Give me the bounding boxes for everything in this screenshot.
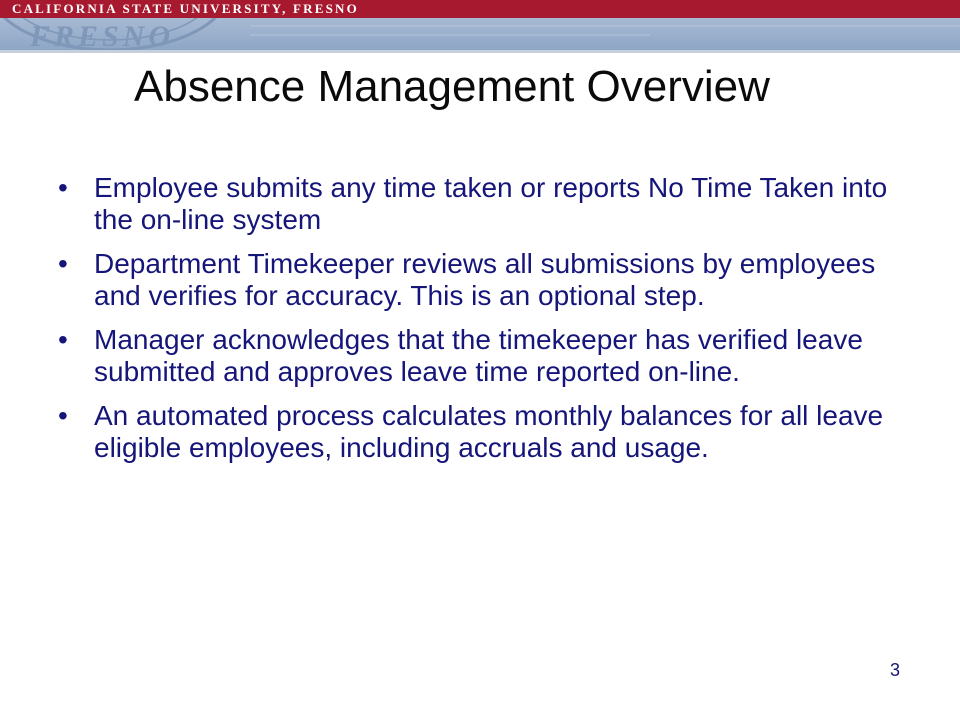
header-band	[0, 18, 960, 50]
bullet-text: Employee submits any time taken or reports No Time Taken into the on-line system	[94, 172, 888, 235]
bullet-text: An automated process calculates monthly balances for all leave eligible employees, including accruals and usage.	[94, 400, 884, 463]
bullet-item	[58, 248, 908, 312]
university-banner	[0, 0, 960, 18]
bullet-text: Department Timekeeper reviews all submissions by employees and verifies for accuracy. This is an optional step.	[94, 248, 876, 311]
bullet-item	[58, 172, 908, 236]
slide-number: 3	[890, 660, 901, 680]
bullet-marker: •	[58, 324, 68, 355]
bullet-list	[58, 172, 908, 476]
university-name: CALIFORNIA STATE UNIVERSITY, FRESNO	[12, 1, 359, 16]
svg-text:FRESNO: FRESNO	[30, 20, 175, 50]
bullet-text: Manager acknowledges that the timekeeper has verified leave submitted and approves leave time reported on-line.	[94, 324, 863, 387]
bullet-item	[58, 324, 908, 388]
bullet-item	[58, 400, 908, 464]
bullet-marker: •	[58, 248, 68, 279]
bullet-marker: •	[58, 172, 68, 203]
header-divider	[0, 50, 960, 53]
bullet-marker: •	[58, 400, 68, 431]
university-seal-watermark	[0, 18, 960, 50]
slide-title: Absence Management Overview	[134, 62, 770, 111]
